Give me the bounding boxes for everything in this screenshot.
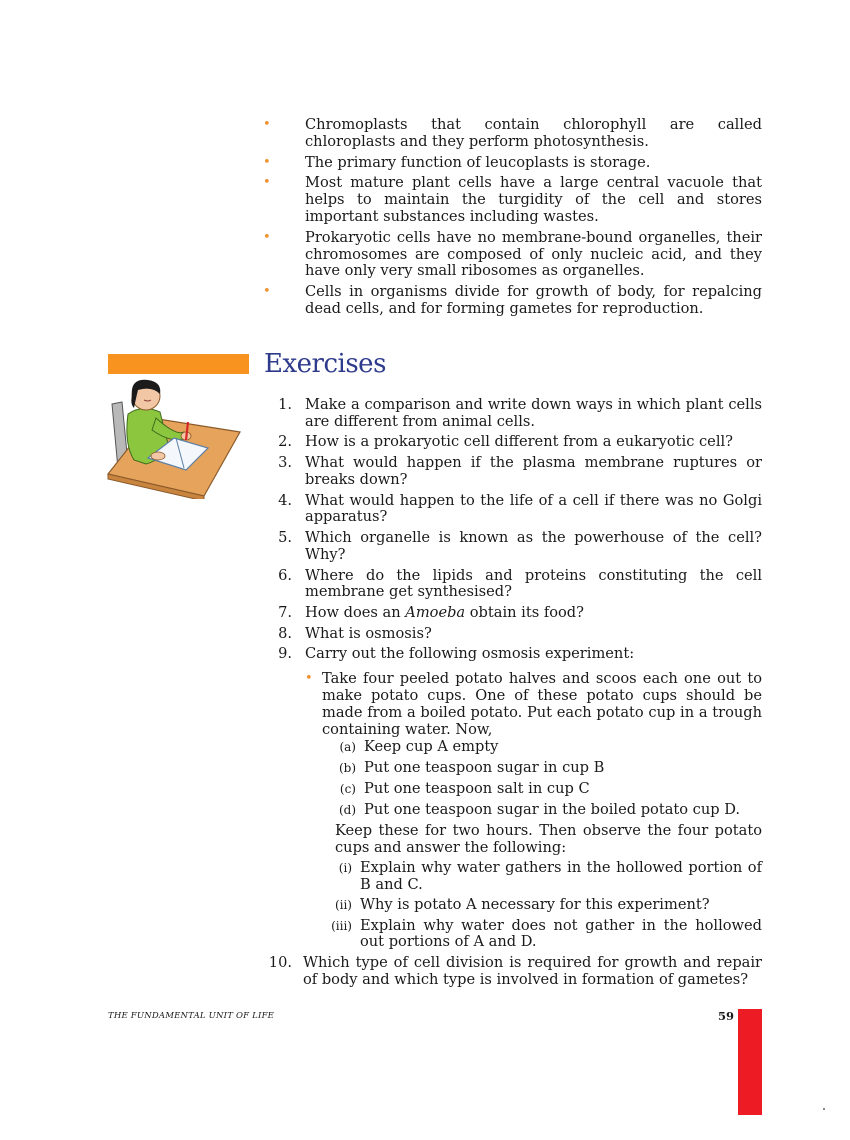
question-number: 1.: [278, 396, 292, 413]
exercises-heading: Exercises: [264, 349, 386, 379]
sub-question: (i) Explain why water gathers in the hollowed portion of B and C.: [338, 859, 762, 893]
bullet: •: [305, 671, 313, 687]
italic-term: Amoeba: [405, 604, 466, 622]
experiment-sub-questions: [322, 860, 762, 951]
sub-question: (iii) Explain why water does not gather in the hollowed out portions of A and D.: [331, 916, 762, 951]
question-number: 7.: [278, 604, 292, 622]
footer-chapter-title: THE FUNDAMENTAL UNIT OF LIFE: [108, 1011, 275, 1021]
question-item: 9. Carry out the following osmosis experiment: • Take four peeled potato halves and scoos each one out to make potato cups. One of these potato cups should be made from a boiled potato. Put each potato cup in a trough containing water. Now, (a) Keep cup A empty (b) Put one teaspoon sugar in cup B (c) Put one teaspoon salt in cup C (d) Put one teaspoon sugar in the boiled potato cup D. Keep these for two hours. Then observe the four potato cups and answer the following: (i) Explain why water gathers in the hollowed portion of B and C. (ii) Why is potato A necessary for this experiment? (iii) Explain why water does not gather in the hollowed out portions of A and D.: [262, 646, 762, 951]
experiment-step: (c) Put one teaspoon salt in cup C: [339, 780, 590, 798]
question-item: 10. Which type of cell division is required for growth and repair of body and which type is involved in formation of gametes?: [262, 955, 762, 989]
experiment-step: (b) Put one teaspoon sugar in cup B: [338, 759, 605, 777]
question-item: 2. How is a prokaryotic cell different from a eukaryotic cell?: [262, 434, 762, 451]
bullet: •: [263, 284, 271, 300]
experiment-step: (d) Put one teaspoon sugar in the boiled potato cup D.: [338, 801, 741, 819]
girl-studying-icon: [106, 374, 246, 499]
summary-list: [262, 117, 762, 322]
question-number: 9.: [278, 645, 292, 663]
question-item: 3. What would happen if the plasma membrane ruptures or breaks down?: [262, 455, 762, 489]
question-number: 8.: [278, 624, 292, 642]
question-number: 4.: [278, 491, 292, 509]
question-number: 5.: [278, 529, 292, 547]
question-item: 6. Where do the lipids and proteins constituting the cell membrane get synthesised?: [262, 568, 762, 602]
experiment-step: (a) Keep cup A empty: [339, 738, 499, 756]
experiment-instructions: [305, 671, 762, 951]
summary-point: • Chromoplasts that contain chlorophyll are called chloroplasts and they perform photosynthesis.: [263, 116, 762, 150]
experiment-steps: [322, 739, 762, 819]
page-edge-bar: [738, 1009, 762, 1115]
summary-point: • Prokaryotic cells have no membrane-bound organelles, their chromosomes are composed of only nucleic acid, and they have only very small ribosomes as organelles.: [263, 228, 762, 280]
bullet: •: [263, 175, 271, 191]
question-number: 2.: [278, 433, 292, 451]
question-item: 1. Make a comparison and write down ways in which plant cells are different from animal cells.: [262, 397, 762, 431]
question-item: 5. Which organelle is known as the powerhouse of the cell? Why?: [262, 530, 762, 564]
sub-question: (ii) Why is potato A necessary for this experiment?: [334, 896, 710, 914]
section-accent-bar: [108, 354, 249, 374]
bullet: •: [263, 117, 271, 132]
bullet: •: [263, 229, 271, 245]
experiment-intro: Take four peeled potato halves and scoos each one out to make potato cups. One of these potato cups should be made from a boiled potato. Put each potato cup in a trough containing water. Now,: [322, 670, 762, 738]
question-number: 10.: [268, 954, 292, 972]
summary-point: • Most mature plant cells have a large central vacuole that helps to maintain the turgidity of the cell and stores important substances including wastes.: [263, 174, 762, 225]
bullet: •: [263, 154, 271, 170]
summary-point: • Cells in organisms divide for growth of body, for repalcing dead cells, and for forming gametes for reproduction.: [263, 283, 762, 317]
exercise-questions: [262, 397, 762, 993]
summary-point: • The primary function of leucoplasts is storage.: [263, 153, 651, 171]
question-number: 6.: [278, 566, 292, 584]
question-item: 7. How does an Amoeba obtain its food?: [262, 605, 762, 622]
page-number: 59: [717, 1009, 734, 1023]
stray-dot: [823, 1108, 825, 1110]
question-item: 4. What would happen to the life of a cell if there was no Golgi apparatus?: [262, 493, 762, 527]
question-number: 3.: [278, 454, 292, 472]
question-item: 8. What is osmosis?: [262, 626, 762, 643]
observe-instruction: Keep these for two hours. Then observe the four potato cups and answer the following:: [335, 822, 762, 857]
